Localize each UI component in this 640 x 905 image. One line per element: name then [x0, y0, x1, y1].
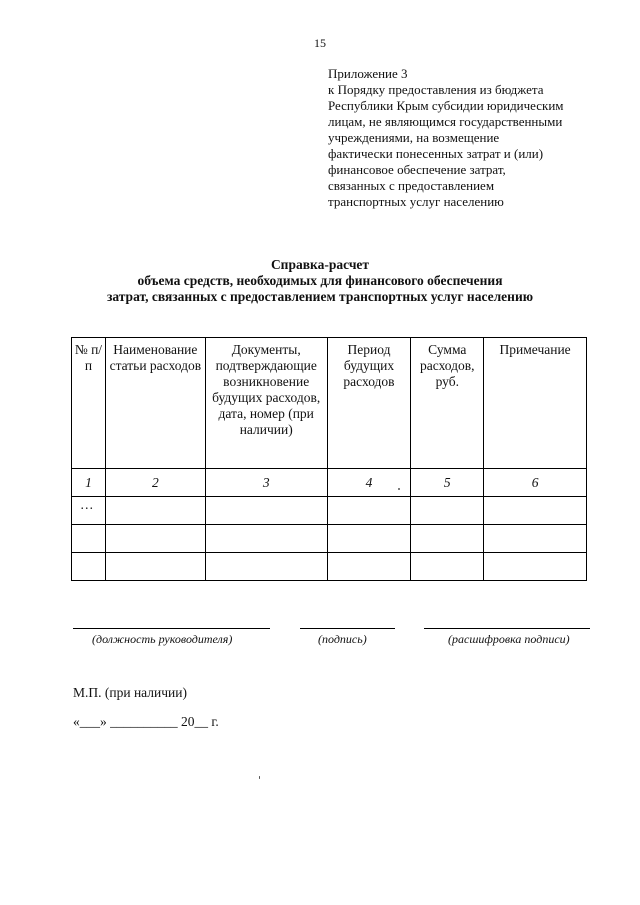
table-cell	[205, 525, 327, 553]
appendix-line: фактически понесенных затрат и (или)	[328, 146, 544, 161]
column-number: 1	[72, 469, 106, 497]
column-number: 4	[327, 469, 411, 497]
column-number: 2	[105, 469, 205, 497]
position-signature-line	[73, 628, 270, 629]
decoding-signature-line	[424, 628, 590, 629]
appendix-line: учреждениями, на возмещение	[328, 130, 500, 145]
title-line-3: затрат, связанных с предоставлением транспортных услуг населению	[106, 289, 534, 304]
calculation-table	[71, 337, 587, 581]
header-amount: Сумма расходов, руб.	[411, 338, 484, 469]
table-cell	[327, 497, 411, 525]
appendix-line: Приложение 3	[328, 66, 408, 81]
appendix-line: финансовое обеспечение затрат,	[328, 162, 506, 177]
table-cell	[327, 553, 411, 581]
table-cell	[484, 497, 587, 525]
title-line-2: объема средств, необходимых для финансового обеспечения	[137, 273, 503, 288]
table-row	[72, 525, 587, 553]
table-row	[72, 553, 587, 581]
header-documents: Документы, подтверждающие возникновение будущих расходов, дата, номер (при наличии)	[205, 338, 327, 469]
appendix-line: транспортных услуг населению	[328, 194, 504, 209]
table-cell	[105, 553, 205, 581]
table-cell	[72, 525, 106, 553]
stamp-note: М.П. (при наличии)	[73, 685, 187, 700]
appendix-line: лицам, не являющимся государственными	[328, 114, 563, 129]
header-expense-item: Наименование статьи расходов	[105, 338, 205, 469]
scan-speck	[259, 776, 260, 779]
decoding-label: (расшифровка подписи)	[448, 632, 570, 646]
header-number: № п/п	[72, 338, 106, 469]
page-number: 15	[314, 36, 326, 50]
table-cell: …	[72, 497, 106, 525]
table-cell	[205, 497, 327, 525]
table-cell	[327, 525, 411, 553]
signature-label: (подпись)	[318, 632, 367, 646]
appendix-line: связанных с предоставлением	[328, 178, 495, 193]
column-number: 3	[205, 469, 327, 497]
table-header-row	[72, 338, 587, 469]
table-cell	[205, 553, 327, 581]
table-row	[72, 497, 587, 525]
table-cell	[411, 497, 484, 525]
header-note: Примечание	[484, 338, 587, 469]
table-cell	[411, 553, 484, 581]
table-cell	[411, 525, 484, 553]
scan-speck	[398, 488, 400, 490]
table-cell	[484, 525, 587, 553]
table-cell	[484, 553, 587, 581]
table-cell	[72, 553, 106, 581]
title-line-1: Справка-расчет	[270, 257, 370, 272]
table-cell	[105, 525, 205, 553]
date-line: «___» __________ 20__ г.	[73, 714, 219, 729]
appendix-line: к Порядку предоставления из бюджета	[328, 82, 544, 97]
appendix-line: Республики Крым субсидии юридическим	[328, 98, 564, 113]
appendix-heading	[328, 66, 628, 210]
position-label: (должность руководителя)	[92, 632, 233, 646]
table-cell	[105, 497, 205, 525]
column-number-row	[72, 469, 587, 497]
signature-line	[300, 628, 395, 629]
column-number: 5	[411, 469, 484, 497]
column-number: 6	[484, 469, 587, 497]
header-period: Период будущих расходов	[327, 338, 411, 469]
document-title	[0, 257, 640, 305]
